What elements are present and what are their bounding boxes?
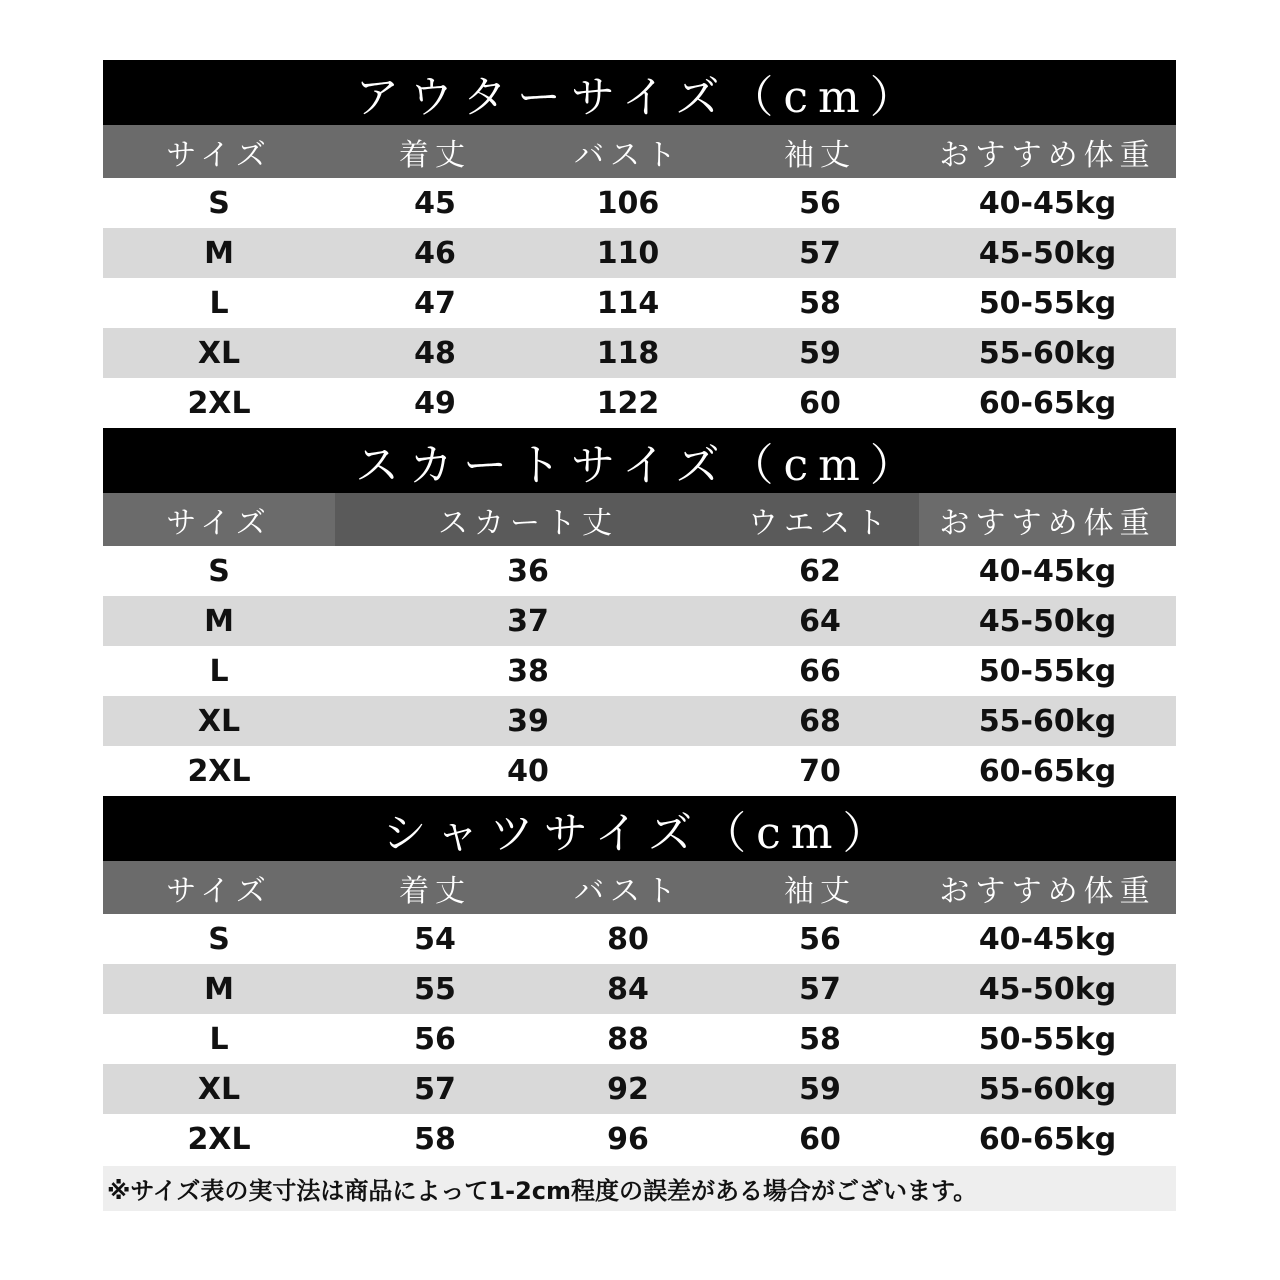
header-waist xyxy=(721,493,919,546)
header-size: サイズ xyxy=(166,505,272,541)
cell-size: S xyxy=(208,553,230,589)
cell-sleeve: 59 xyxy=(799,1071,841,1107)
table-row xyxy=(103,964,1176,1014)
cell-size: XL xyxy=(197,1071,241,1107)
cell-weight: 60-65kg xyxy=(978,1121,1117,1157)
outer-size-table xyxy=(103,60,1176,428)
cell-length: 45 xyxy=(414,185,456,221)
shirt-header-row xyxy=(103,861,1176,914)
shirt-size-table xyxy=(103,796,1176,1164)
cell-length: 56 xyxy=(414,1021,456,1057)
table-row xyxy=(103,596,1176,646)
cell-size: L xyxy=(209,285,229,321)
table-row xyxy=(103,1014,1176,1064)
cell-size: S xyxy=(208,185,230,221)
header-waist-label: ウエスト xyxy=(748,505,892,541)
cell-sleeve: 56 xyxy=(799,185,841,221)
cell-bust: 92 xyxy=(607,1071,649,1107)
cell-skirt-length: 40 xyxy=(507,753,549,789)
skirt-size-table xyxy=(103,428,1176,796)
cell-bust: 106 xyxy=(596,185,660,221)
cell-waist: 66 xyxy=(799,653,841,689)
cell-waist: 68 xyxy=(799,703,841,739)
cell-bust: 80 xyxy=(607,921,649,957)
cell-bust: 114 xyxy=(596,285,660,321)
table-row xyxy=(103,378,1176,428)
table-row xyxy=(103,546,1176,596)
header-skirt-length-label: スカート丈 xyxy=(438,505,618,541)
header-weight: おすすめ体重 xyxy=(939,505,1156,541)
cell-weight: 40-45kg xyxy=(978,921,1117,957)
size-chart xyxy=(103,60,1176,1211)
cell-bust: 122 xyxy=(596,385,660,421)
cell-bust: 118 xyxy=(596,335,660,371)
cell-skirt-length: 37 xyxy=(507,603,549,639)
cell-sleeve: 58 xyxy=(799,285,841,321)
shirt-title: シャツサイズ（cm） xyxy=(103,796,1176,861)
header-size: サイズ xyxy=(166,137,272,173)
table-row xyxy=(103,328,1176,378)
skirt-header-row xyxy=(103,493,1176,546)
cell-weight: 55-60kg xyxy=(978,703,1117,739)
cell-weight: 40-45kg xyxy=(978,553,1117,589)
header-sleeve: 袖丈 xyxy=(784,873,856,909)
cell-bust: 110 xyxy=(596,235,660,271)
cell-sleeve: 56 xyxy=(799,921,841,957)
cell-size: 2XL xyxy=(187,385,251,421)
table-row xyxy=(103,746,1176,796)
cell-skirt-length: 38 xyxy=(507,653,549,689)
header-bust: バスト xyxy=(574,137,682,173)
cell-weight: 55-60kg xyxy=(978,1071,1117,1107)
table-row xyxy=(103,914,1176,964)
outer-header-row xyxy=(103,125,1176,178)
cell-weight: 40-45kg xyxy=(978,185,1117,221)
cell-weight: 60-65kg xyxy=(978,385,1117,421)
cell-sleeve: 57 xyxy=(799,235,841,271)
table-row xyxy=(103,696,1176,746)
cell-skirt-length: 39 xyxy=(507,703,549,739)
header-length: 着丈 xyxy=(399,137,471,173)
header-bust: バスト xyxy=(574,873,682,909)
skirt-title: スカートサイズ（cm） xyxy=(103,428,1176,493)
cell-size: M xyxy=(204,603,234,639)
table-row xyxy=(103,646,1176,696)
cell-size: S xyxy=(208,921,230,957)
outer-title: アウターサイズ（cm） xyxy=(103,60,1176,125)
cell-waist: 64 xyxy=(799,603,841,639)
cell-length: 49 xyxy=(414,385,456,421)
cell-size: 2XL xyxy=(187,753,251,789)
cell-size: M xyxy=(204,235,234,271)
cell-sleeve: 58 xyxy=(799,1021,841,1057)
cell-bust: 88 xyxy=(607,1021,649,1057)
measurement-note: ※サイズ表の実寸法は商品によって1-2cm程度の誤差がある場合がございます。 xyxy=(103,1166,1176,1211)
cell-waist: 70 xyxy=(799,753,841,789)
cell-size: M xyxy=(204,971,234,1007)
cell-size: 2XL xyxy=(187,1121,251,1157)
header-size: サイズ xyxy=(166,873,272,909)
cell-length: 47 xyxy=(414,285,456,321)
header-skirt-length xyxy=(335,493,721,546)
cell-weight: 45-50kg xyxy=(978,235,1117,271)
cell-weight: 50-55kg xyxy=(978,285,1117,321)
cell-weight: 55-60kg xyxy=(978,335,1117,371)
cell-length: 57 xyxy=(414,1071,456,1107)
cell-length: 54 xyxy=(414,921,456,957)
cell-size: XL xyxy=(197,335,241,371)
cell-length: 46 xyxy=(414,235,456,271)
cell-skirt-length: 36 xyxy=(507,553,549,589)
header-weight: おすすめ体重 xyxy=(939,137,1156,173)
cell-weight: 45-50kg xyxy=(978,603,1117,639)
table-row xyxy=(103,1064,1176,1114)
cell-bust: 84 xyxy=(607,971,649,1007)
cell-weight: 50-55kg xyxy=(978,1021,1117,1057)
cell-size: L xyxy=(209,1021,229,1057)
table-row xyxy=(103,1114,1176,1164)
table-row xyxy=(103,228,1176,278)
cell-sleeve: 57 xyxy=(799,971,841,1007)
cell-sleeve: 59 xyxy=(799,335,841,371)
cell-length: 55 xyxy=(414,971,456,1007)
cell-sleeve: 60 xyxy=(799,1121,841,1157)
table-row xyxy=(103,178,1176,228)
cell-size: XL xyxy=(197,703,241,739)
table-row xyxy=(103,278,1176,328)
header-sleeve: 袖丈 xyxy=(784,137,856,173)
cell-length: 48 xyxy=(414,335,456,371)
cell-length: 58 xyxy=(414,1121,456,1157)
cell-weight: 45-50kg xyxy=(978,971,1117,1007)
cell-weight: 60-65kg xyxy=(978,753,1117,789)
cell-weight: 50-55kg xyxy=(978,653,1117,689)
cell-waist: 62 xyxy=(799,553,841,589)
cell-bust: 96 xyxy=(607,1121,649,1157)
header-weight: おすすめ体重 xyxy=(939,873,1156,909)
cell-sleeve: 60 xyxy=(799,385,841,421)
cell-size: L xyxy=(209,653,229,689)
header-length: 着丈 xyxy=(399,873,471,909)
